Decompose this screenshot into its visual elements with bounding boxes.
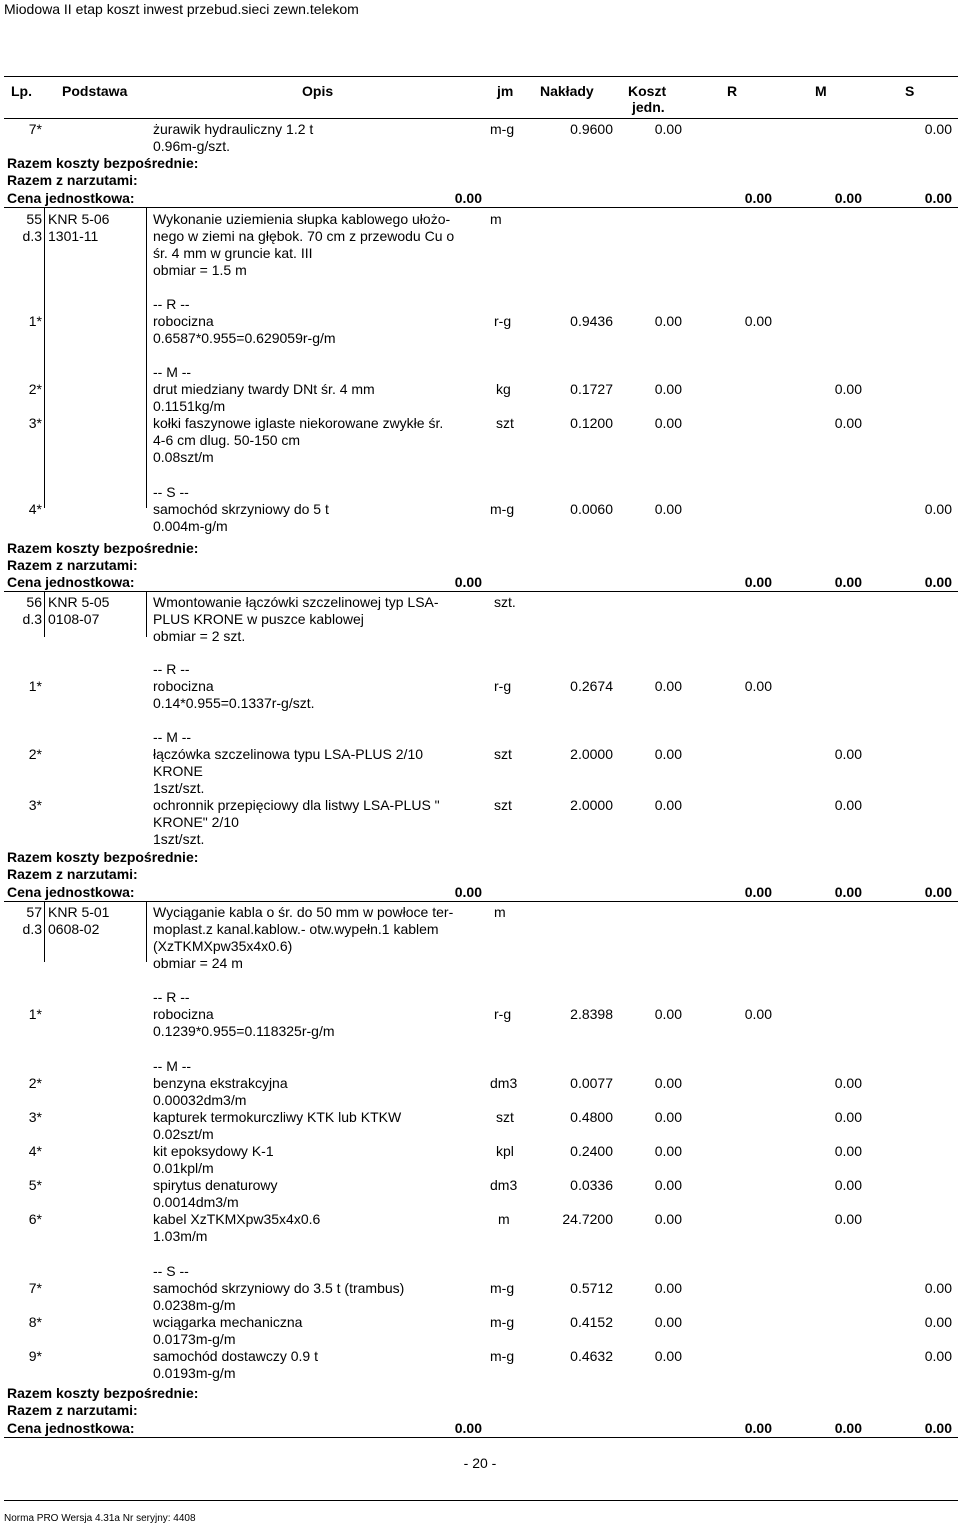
item-name: robocizna <box>153 678 214 694</box>
item-name-cont: KRONE <box>153 763 203 779</box>
item-lp: 7* <box>28 121 42 137</box>
item-lp: 4* <box>28 501 42 517</box>
item-jm: szt <box>496 415 514 431</box>
item-lp: 1* <box>28 678 42 694</box>
item-koszt: 0.00 <box>654 1177 682 1193</box>
position-number: 57 <box>26 904 42 920</box>
item-norm: 0.08szt/m <box>153 449 214 465</box>
column-line <box>146 208 147 508</box>
item-naklad: 0.4800 <box>570 1109 613 1125</box>
position-code: 0108-07 <box>48 611 100 627</box>
position-desc-line: (XzTKMXpw35x4x0.6) <box>153 938 293 954</box>
item-lp: 5* <box>28 1177 42 1193</box>
item-name: łączówka szczelinowa typu LSA-PLUS 2/10 <box>153 746 424 762</box>
item-name-cont: 4-6 cm dlug. 50-150 cm <box>153 432 301 448</box>
item-s: 0.00 <box>924 121 952 137</box>
item-m: 0.00 <box>834 1177 862 1193</box>
item-r: 0.00 <box>744 678 772 694</box>
item-lp: 3* <box>28 1109 42 1125</box>
item-r: 0.00 <box>744 313 772 329</box>
item-jm: szt <box>496 1109 514 1125</box>
item-naklad: 2.8398 <box>570 1006 613 1022</box>
cena-m: 0.00 <box>834 574 862 590</box>
cena-r: 0.00 <box>744 190 772 206</box>
position-knr: KNR 5-01 <box>48 904 110 920</box>
item-naklad: 0.9600 <box>570 121 613 137</box>
item-s: 0.00 <box>924 1314 952 1330</box>
item-koszt: 0.00 <box>654 1211 682 1227</box>
razem-bezposrednie: Razem koszty bezpośrednie: <box>7 540 199 556</box>
item-koszt: 0.00 <box>654 381 682 397</box>
item-lp: 6* <box>28 1211 42 1227</box>
item-name: samochód skrzyniowy do 3.5 t (trambus) <box>153 1280 405 1296</box>
header-top-line <box>4 76 958 77</box>
header-opis: Opis <box>302 83 334 99</box>
cena-s: 0.00 <box>924 190 952 206</box>
item-lp: 3* <box>28 415 42 431</box>
item-norm: 0.01kpl/m <box>153 1160 214 1176</box>
item-name: kabel XzTKMXpw35x4x0.6 <box>153 1211 321 1227</box>
item-koszt: 0.00 <box>654 678 682 694</box>
header-bottom-line <box>4 118 958 119</box>
item-name: żurawik hydrauliczny 1.2 t <box>153 121 314 137</box>
page-number: - 20 - <box>463 1455 497 1471</box>
item-lp: 9* <box>28 1348 42 1364</box>
item-naklad: 0.2674 <box>570 678 613 694</box>
item-norm: 1szt/szt. <box>153 780 205 796</box>
item-jm: m-g <box>490 1314 515 1330</box>
item-lp: 1* <box>28 313 42 329</box>
document-title: Miodowa II etap koszt inwest przebud.sieci zewn.telekom <box>4 1 359 17</box>
divider <box>4 591 958 592</box>
item-jm: m <box>498 1211 510 1227</box>
column-line <box>44 902 45 962</box>
item-koszt: 0.00 <box>654 1314 682 1330</box>
item-lp: 1* <box>28 1006 42 1022</box>
item-norm: 1.03m/m <box>153 1228 208 1244</box>
item-lp: 4* <box>28 1143 42 1159</box>
item-naklad: 0.9436 <box>570 313 613 329</box>
position-number: 55 <box>26 211 42 227</box>
item-naklad: 0.5712 <box>570 1280 613 1296</box>
position-desc-line: Wyciąganie kabla o śr. do 50 mm w powłoce ter- <box>153 904 454 920</box>
section-r: -- R -- <box>153 661 190 677</box>
cena-s: 0.00 <box>924 884 952 900</box>
item-name: samochód dostawczy 0.9 t <box>153 1348 318 1364</box>
item-koszt: 0.00 <box>654 121 682 137</box>
item-name: wciągarka mechaniczna <box>153 1314 303 1330</box>
item-s: 0.00 <box>924 1348 952 1364</box>
item-naklad: 0.0077 <box>570 1075 613 1091</box>
razem-narzuty: Razem z narzutami: <box>7 172 138 188</box>
item-jm: m-g <box>490 501 515 517</box>
item-koszt: 0.00 <box>654 1109 682 1125</box>
razem-bezposrednie: Razem koszty bezpośrednie: <box>7 1385 199 1401</box>
item-name: spirytus denaturowy <box>153 1177 278 1193</box>
cena-value: 0.00 <box>454 884 482 900</box>
item-naklad: 2.0000 <box>570 746 613 762</box>
item-m: 0.00 <box>834 1143 862 1159</box>
item-naklad: 24.7200 <box>562 1211 613 1227</box>
item-name: robocizna <box>153 1006 214 1022</box>
item-name: kit epoksydowy K-1 <box>153 1143 274 1159</box>
header-m: M <box>815 83 827 99</box>
item-norm: 0.004m-g/m <box>153 518 228 534</box>
razem-bezposrednie: Razem koszty bezpośrednie: <box>7 155 199 171</box>
item-name: benzyna ekstrakcyjna <box>153 1075 288 1091</box>
item-naklad: 0.1727 <box>570 381 613 397</box>
item-jm: kpl <box>496 1143 514 1159</box>
position-desc-line: obmiar = 24 m <box>153 955 243 971</box>
position-knr: KNR 5-06 <box>48 211 110 227</box>
item-jm: m-g <box>490 1348 515 1364</box>
item-norm: 0.0014dm3/m <box>153 1194 239 1210</box>
cena-r: 0.00 <box>744 884 772 900</box>
item-m: 0.00 <box>834 1211 862 1227</box>
item-name: kapturek termokurczliwy KTK lub KTKW <box>153 1109 402 1125</box>
header-r: R <box>727 83 738 99</box>
item-jm: szt <box>494 797 512 813</box>
header-s: S <box>905 83 915 99</box>
item-s: 0.00 <box>924 1280 952 1296</box>
position-desc-line: nego w ziemi na głębok. 70 cm z przewodu Cu o <box>153 228 455 244</box>
razem-narzuty: Razem z narzutami: <box>7 557 138 573</box>
position-d: d.3 <box>22 228 42 244</box>
item-r: 0.00 <box>744 1006 772 1022</box>
item-jm: m-g <box>490 1280 515 1296</box>
item-norm: 1szt/szt. <box>153 831 205 847</box>
footer-line <box>4 1500 958 1501</box>
item-jm: kg <box>496 381 511 397</box>
position-code: 1301-11 <box>48 228 99 244</box>
item-m: 0.00 <box>834 415 862 431</box>
section-m: -- M -- <box>153 364 192 380</box>
column-line <box>44 592 45 637</box>
item-naklad: 0.4632 <box>570 1348 613 1364</box>
section-r: -- R -- <box>153 296 190 312</box>
item-name: ochronnik przepięciowy dla listwy LSA-PLUS " <box>153 797 440 813</box>
item-norm: 0.14*0.955=0.1337r-g/szt. <box>153 695 315 711</box>
position-d: d.3 <box>22 921 42 937</box>
position-code: 0608-02 <box>48 921 100 937</box>
item-norm: 0.1239*0.955=0.118325r-g/m <box>153 1023 335 1039</box>
position-desc-line: Wmontowanie łączówki szczelinowej typ LSA- <box>153 594 439 610</box>
section-s: -- S -- <box>153 484 189 500</box>
cena-m: 0.00 <box>834 190 862 206</box>
item-koszt: 0.00 <box>654 797 682 813</box>
divider <box>4 207 958 208</box>
position-jm: m <box>494 904 506 920</box>
item-jm: r-g <box>494 1006 512 1022</box>
item-koszt: 0.00 <box>654 1143 682 1159</box>
position-desc-line: PLUS KRONE w puszce kablowej <box>153 611 364 627</box>
cena-value: 0.00 <box>454 1420 482 1436</box>
header-lp: Lp. <box>11 83 32 99</box>
item-koszt: 0.00 <box>654 1348 682 1364</box>
item-naklad: 0.2400 <box>570 1143 613 1159</box>
item-jm: r-g <box>494 313 512 329</box>
section-m: -- M -- <box>153 729 192 745</box>
item-m: 0.00 <box>834 1075 862 1091</box>
item-lp: 2* <box>28 746 42 762</box>
cena-jednostkowa: Cena jednostkowa: <box>7 884 135 900</box>
divider <box>4 901 958 902</box>
position-knr: KNR 5-05 <box>48 594 110 610</box>
position-desc-line: śr. 4 mm w gruncie kat. III <box>153 245 313 261</box>
item-koszt: 0.00 <box>654 313 682 329</box>
item-jm: szt <box>494 746 512 762</box>
item-naklad: 0.4152 <box>570 1314 613 1330</box>
item-norm: 0.1151kg/m <box>153 398 226 414</box>
item-name: samochód skrzyniowy do 5 t <box>153 501 329 517</box>
cena-jednostkowa: Cena jednostkowa: <box>7 1420 135 1436</box>
item-koszt: 0.00 <box>654 501 682 517</box>
item-koszt: 0.00 <box>654 1075 682 1091</box>
item-m: 0.00 <box>834 1109 862 1125</box>
header-koszt-jedn: jedn. <box>632 99 665 115</box>
item-norm: 0.96m-g/szt. <box>153 138 231 154</box>
position-jm: szt. <box>494 594 516 610</box>
section-m: -- M -- <box>153 1058 192 1074</box>
item-name: drut miedziany twardy DNt śr. 4 mm <box>153 381 375 397</box>
position-desc-line: obmiar = 1.5 m <box>153 262 247 278</box>
software-info: Norma PRO Wersja 4.31a Nr seryjny: 4408 <box>4 1513 196 1524</box>
item-norm: 0.0173m-g/m <box>153 1331 236 1347</box>
item-name: robocizna <box>153 313 214 329</box>
cena-s: 0.00 <box>924 574 952 590</box>
razem-narzuty: Razem z narzutami: <box>7 866 138 882</box>
position-desc-line: Wykonanie uziemienia słupka kablowego ułożo- <box>153 211 451 227</box>
cena-value: 0.00 <box>454 574 482 590</box>
item-m: 0.00 <box>834 381 862 397</box>
divider <box>4 1437 958 1438</box>
item-koszt: 0.00 <box>654 415 682 431</box>
position-jm: m <box>490 211 502 227</box>
item-lp: 8* <box>28 1314 42 1330</box>
section-r: -- R -- <box>153 989 190 1005</box>
position-desc-line: obmiar = 2 szt. <box>153 628 246 644</box>
column-line <box>146 592 147 637</box>
section-s: -- S -- <box>153 1263 189 1279</box>
item-m: 0.00 <box>834 797 862 813</box>
item-norm: 0.00032dm3/m <box>153 1092 247 1108</box>
item-norm: 0.02szt/m <box>153 1126 214 1142</box>
cena-value: 0.00 <box>454 190 482 206</box>
cena-r: 0.00 <box>744 1420 772 1436</box>
item-lp: 2* <box>28 1075 42 1091</box>
item-norm: 0.0238m-g/m <box>153 1297 236 1313</box>
item-naklad: 0.1200 <box>570 415 613 431</box>
item-koszt: 0.00 <box>654 1280 682 1296</box>
position-d: d.3 <box>22 611 42 627</box>
cena-r: 0.00 <box>744 574 772 590</box>
cena-jednostkowa: Cena jednostkowa: <box>7 190 135 206</box>
item-jm: dm3 <box>490 1075 518 1091</box>
cena-m: 0.00 <box>834 1420 862 1436</box>
item-m: 0.00 <box>834 746 862 762</box>
item-jm: r-g <box>494 678 512 694</box>
position-number: 56 <box>26 594 42 610</box>
item-naklad: 0.0336 <box>570 1177 613 1193</box>
item-naklad: 2.0000 <box>570 797 613 813</box>
item-lp: 3* <box>28 797 42 813</box>
header-koszt: Koszt <box>628 83 667 99</box>
razem-narzuty: Razem z narzutami: <box>7 1402 138 1418</box>
item-koszt: 0.00 <box>654 1006 682 1022</box>
position-desc-line: moplast.z kanal.kablow.- otw.wypełn.1 kablem <box>153 921 439 937</box>
item-norm: 0.6587*0.955=0.629059r-g/m <box>153 330 336 346</box>
cena-s: 0.00 <box>924 1420 952 1436</box>
header-naklady: Nakłady <box>540 83 594 99</box>
item-naklad: 0.0060 <box>570 501 613 517</box>
cena-jednostkowa: Cena jednostkowa: <box>7 574 135 590</box>
item-koszt: 0.00 <box>654 746 682 762</box>
cena-m: 0.00 <box>834 884 862 900</box>
item-s: 0.00 <box>924 501 952 517</box>
item-name-cont: KRONE" 2/10 <box>153 814 239 830</box>
column-line <box>44 208 45 508</box>
item-jm: m-g <box>490 121 515 137</box>
item-lp: 2* <box>28 381 42 397</box>
item-name: kołki faszynowe iglaste niekorowane zwykłe śr. <box>153 415 444 431</box>
razem-bezposrednie: Razem koszty bezpośrednie: <box>7 849 199 865</box>
header-podstawa: Podstawa <box>62 83 128 99</box>
header-jm: jm <box>497 83 514 99</box>
column-line <box>146 902 147 962</box>
item-norm: 0.0193m-g/m <box>153 1365 236 1381</box>
item-lp: 7* <box>28 1280 42 1296</box>
item-jm: dm3 <box>490 1177 518 1193</box>
